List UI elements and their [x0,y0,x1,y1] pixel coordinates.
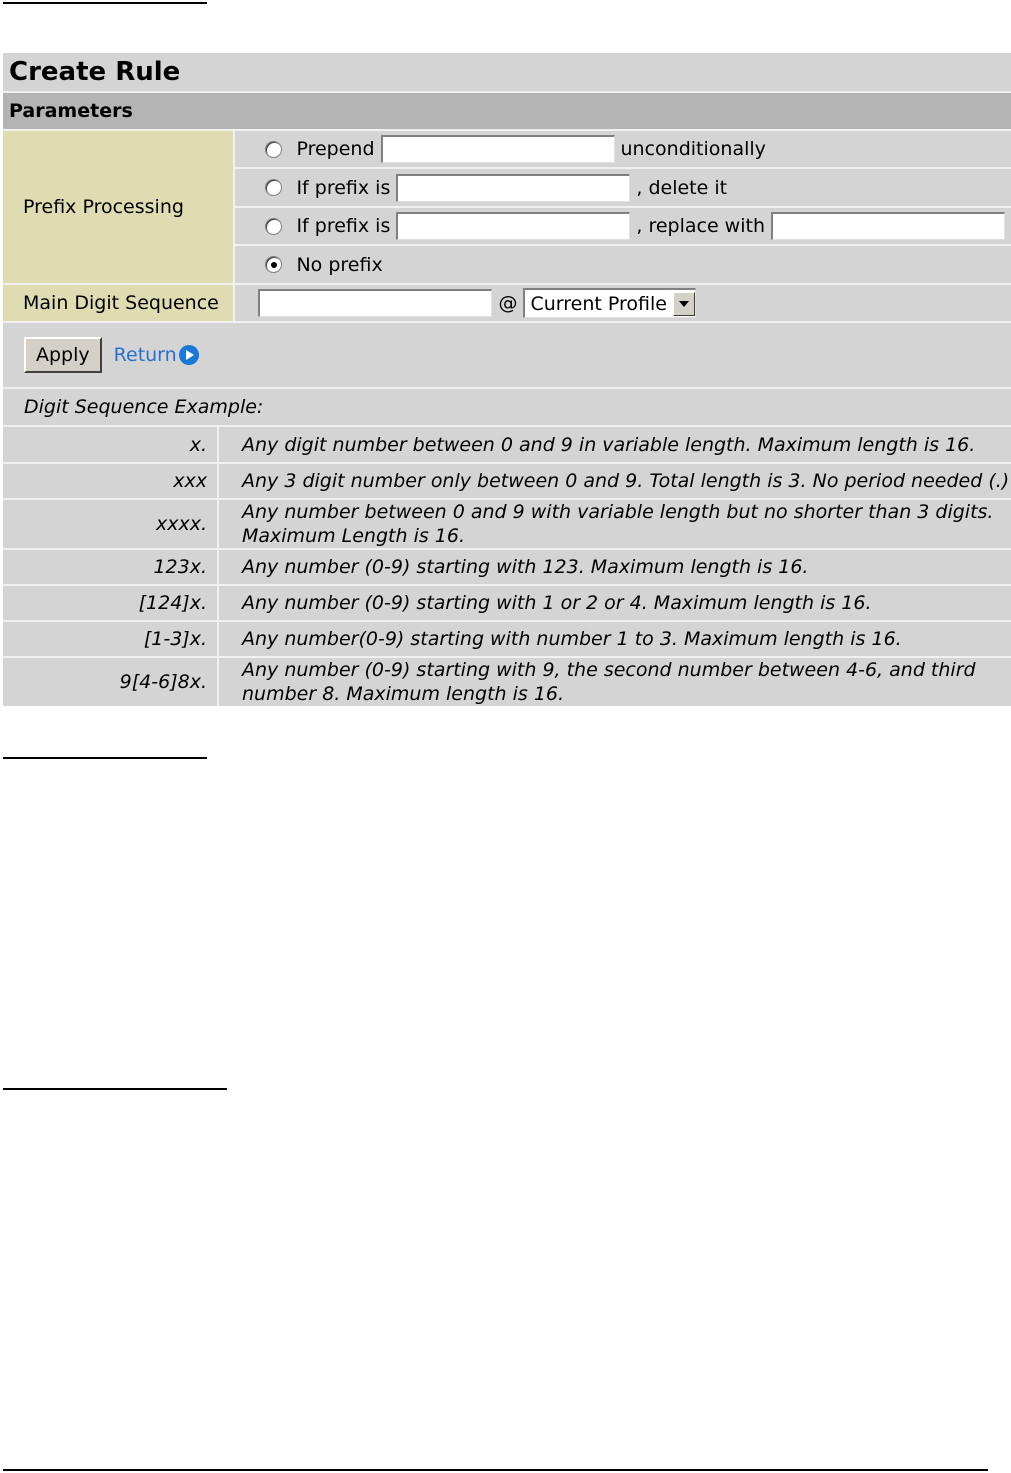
table-row [3,463,1011,499]
create-rule-panel [3,53,1011,706]
table-row [3,585,1011,621]
example-code: 123x. [3,549,218,585]
unconditionally-label: unconditionally [620,138,766,161]
example-code: x. [3,427,218,463]
delete-prefix-input[interactable] [396,174,630,202]
profile-select[interactable] [523,288,695,318]
if-prefix-label: If prefix is [296,215,391,238]
table-row [3,657,1011,706]
no-prefix-radio[interactable] [265,256,282,273]
examples-heading: Digit Sequence Example: [3,389,1011,427]
example-code: xxx [3,463,218,499]
prefix-option-replace [234,207,1011,246]
example-code: [124]x. [3,585,218,621]
page-title: Create Rule [3,53,1011,93]
examples-table [3,427,1011,706]
prepend-radio[interactable] [265,141,282,158]
example-code: [1-3]x. [3,621,218,657]
prepend-input[interactable] [381,135,615,163]
parameters-form [3,131,1011,323]
footer-rule [3,1469,988,1471]
delete-prefix-radio[interactable] [265,179,282,196]
example-description: Any number between 0 and 9 with variable length but no shorter than 3 digits. Maximum Length is 16. [218,499,1011,549]
prefix-option-none [234,245,1011,284]
return-label: Return [113,344,177,366]
apply-button[interactable]: Apply [24,337,102,373]
return-link[interactable] [114,344,199,366]
example-description: Any number (0-9) starting with 9, the second number between 4-6, and third number 8. Maximum length is 16. [242,659,976,705]
main-digit-sequence-input[interactable] [258,289,492,317]
table-row [3,549,1011,585]
replace-with-label: , replace with [636,215,765,238]
at-sign: @ [498,292,518,314]
example-code: xxxx. [3,499,218,549]
delete-it-label: , delete it [636,176,728,199]
replace-prefix-input[interactable] [396,212,630,240]
main-digit-sequence-field [234,284,1011,322]
section-rule [3,757,207,759]
table-row [3,427,1011,463]
prefix-processing-label: Prefix Processing [3,131,234,284]
if-prefix-label: If prefix is [296,176,391,199]
no-prefix-label: No prefix [296,253,383,276]
prefix-option-prepend [234,131,1011,168]
example-description: Any number(0-9) starting with number 1 to 3. Maximum length is 16. [218,621,1011,657]
prefix-option-delete [234,168,1011,207]
table-row [3,499,1011,549]
table-row [3,621,1011,657]
replace-with-input[interactable] [771,212,1005,240]
action-row [3,323,1011,389]
replace-prefix-radio[interactable] [265,218,282,235]
top-rule [3,2,207,4]
prepend-label: Prepend [296,138,375,161]
section-header-parameters: Parameters [3,93,1011,131]
example-description: Any number (0-9) starting with 123. Maximum length is 16. [218,549,1011,585]
example-description: Any digit number between 0 and 9 in variable length. Maximum length is 16. [218,427,1011,463]
example-code: 9[4-6]8x. [3,657,218,706]
main-digit-sequence-label: Main Digit Sequence [3,284,234,322]
profile-select-value: Current Profile [530,292,667,315]
section-rule [3,1088,227,1090]
play-arrow-icon[interactable] [179,345,199,365]
chevron-down-icon[interactable] [673,292,695,316]
example-description: Any 3 digit number only between 0 and 9. Total length is 3. No period needed (.) [218,463,1011,499]
example-description: Any number (0-9) starting with 1 or 2 or 4. Maximum length is 16. [218,585,1011,621]
